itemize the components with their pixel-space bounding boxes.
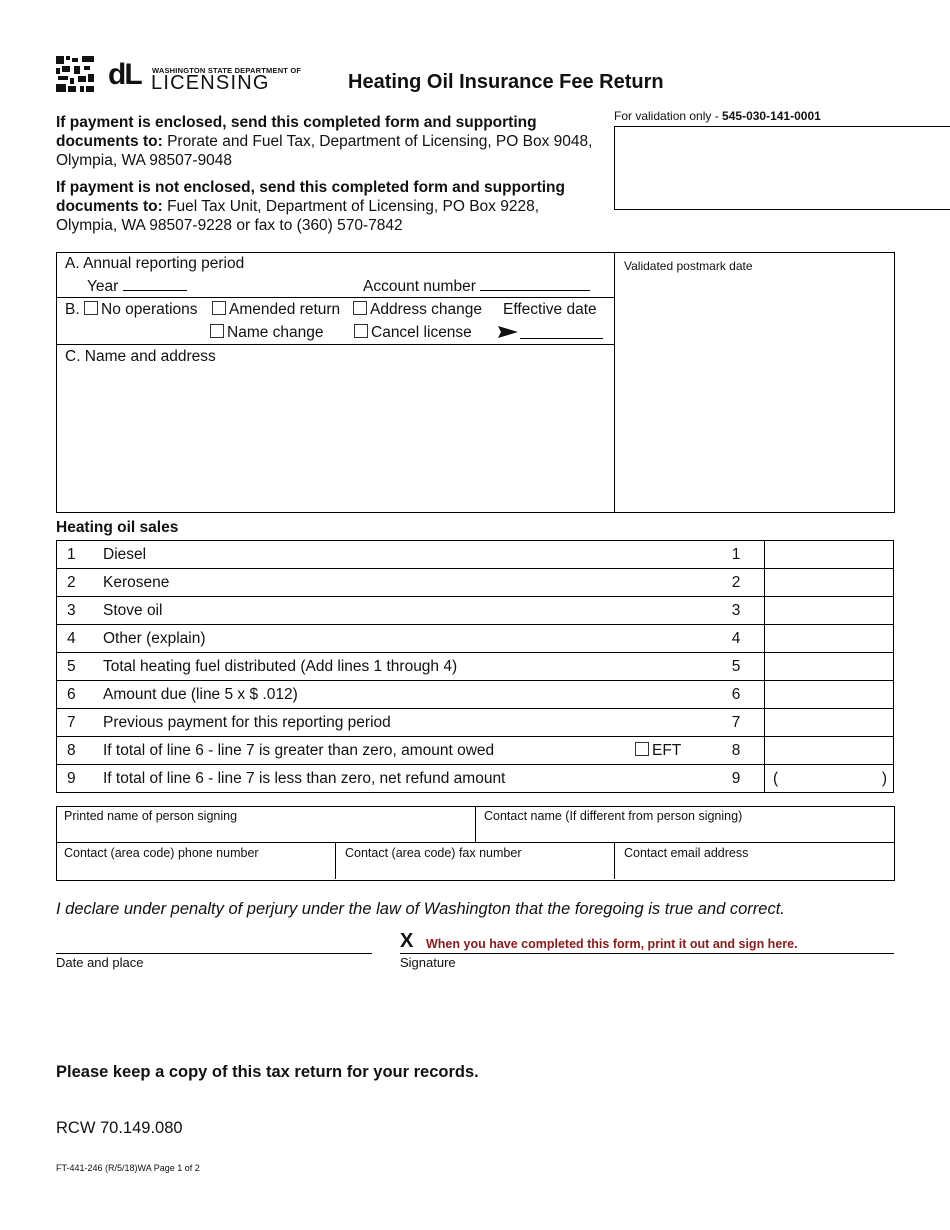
divider — [57, 297, 614, 298]
form-number: FT-441-246 (R/5/18)WA Page 1 of 2 — [56, 1163, 200, 1173]
eft-checkbox[interactable]: EFT — [635, 742, 681, 760]
phone-field[interactable]: Contact (area code) phone number — [64, 846, 259, 860]
line-ref-number: 1 — [716, 541, 765, 569]
line-description: Diesel — [103, 541, 716, 569]
sales-table — [56, 540, 894, 793]
dol-logo-icon: dL — [108, 58, 141, 91]
name-change-checkbox[interactable]: Name change — [210, 324, 324, 342]
amount-field-line-3[interactable] — [765, 597, 894, 625]
amount-field-line-8[interactable] — [765, 737, 894, 765]
address-change-checkbox[interactable]: Address change — [353, 301, 482, 319]
line-ref-number: 6 — [716, 681, 765, 709]
sales-row — [57, 653, 894, 681]
line-description: Previous payment for this reporting period — [103, 709, 716, 737]
sales-row — [57, 681, 894, 709]
sales-row — [57, 541, 894, 569]
section-b-prefix: B. — [65, 301, 80, 318]
sales-row — [57, 569, 894, 597]
instructions-enclosed: If payment is enclosed, send this completed form and supporting documents to: Prorate and Fuel Tax, Department of Licensing, PO Box 9048, Olympia, WA 98507-9048 — [56, 114, 593, 169]
line-number: 8 — [57, 737, 104, 765]
sales-heading: Heating oil sales — [56, 519, 179, 536]
line-number: 1 — [57, 541, 104, 569]
date-place-label: Date and place — [56, 955, 144, 970]
printed-name-field[interactable]: Printed name of person signing — [64, 809, 238, 823]
amount-field-line-5[interactable] — [765, 653, 894, 681]
section-a-label: A. Annual reporting period — [65, 255, 245, 272]
divider — [57, 842, 894, 843]
effective-date-label: Effective date — [503, 301, 597, 318]
line-ref-number: 5 — [716, 653, 765, 681]
amount-field-line-7[interactable] — [765, 709, 894, 737]
line-description: Other (explain) — [103, 625, 716, 653]
sales-row — [57, 625, 894, 653]
arrow-right-icon — [498, 326, 518, 338]
line-description: If total of line 6 - line 7 is greater than zero, amount owed EFT — [103, 737, 716, 765]
sales-row — [57, 737, 894, 765]
account-number-field[interactable]: Account number — [363, 278, 590, 296]
line-description: Stove oil — [103, 597, 716, 625]
section-c-label: C. Name and address — [65, 348, 216, 365]
line-ref-number: 3 — [716, 597, 765, 625]
divider — [57, 344, 614, 345]
amount-field-line-6[interactable] — [765, 681, 894, 709]
line-number: 3 — [57, 597, 104, 625]
amount-field-line-4[interactable] — [765, 625, 894, 653]
year-field[interactable]: Year — [87, 278, 187, 296]
line-number: 4 — [57, 625, 104, 653]
line-description: Amount due (line 5 x $ .012) — [103, 681, 716, 709]
line-ref-number: 8 — [716, 737, 765, 765]
line-number: 9 — [57, 765, 104, 793]
sales-row — [57, 709, 894, 737]
amount-field-line-1[interactable] — [765, 541, 894, 569]
line-ref-number: 9 — [716, 765, 765, 793]
divider — [475, 806, 476, 842]
divider — [614, 842, 615, 879]
barcode-image — [56, 56, 94, 92]
refund-open-paren: ( — [773, 770, 779, 787]
agency-top: WASHINGTON STATE DEPARTMENT OF — [152, 66, 302, 75]
line-description: If total of line 6 - line 7 is less than zero, net refund amount — [103, 765, 716, 793]
email-field[interactable]: Contact email address — [624, 846, 749, 860]
line-ref-number: 2 — [716, 569, 765, 597]
postmark-label: Validated postmark date — [624, 259, 753, 273]
amount-field-line-2[interactable] — [765, 569, 894, 597]
line-description: Total heating fuel distributed (Add lines 1 through 4) — [103, 653, 716, 681]
refund-close-paren: ) — [881, 770, 887, 787]
amended-return-checkbox[interactable]: Amended return — [212, 301, 340, 319]
cancel-license-checkbox[interactable]: Cancel license — [354, 324, 472, 342]
line-description: Kerosene — [103, 569, 716, 597]
line-ref-number: 4 — [716, 625, 765, 653]
form-title: Heating Oil Insurance Fee Return — [348, 71, 664, 93]
signature-x-mark: X — [400, 930, 414, 952]
sales-row — [57, 597, 894, 625]
effective-date-field[interactable] — [520, 338, 603, 339]
declaration-text: I declare under penalty of perjury under the law of Washington that the foregoing is true and correct. — [56, 900, 785, 918]
signature-field[interactable] — [400, 953, 894, 954]
line-number: 5 — [57, 653, 104, 681]
signature-label: Signature — [400, 955, 456, 970]
line-number: 6 — [57, 681, 104, 709]
fax-field[interactable]: Contact (area code) fax number — [345, 846, 522, 860]
line-ref-number: 7 — [716, 709, 765, 737]
date-place-field[interactable] — [56, 953, 372, 954]
line-number: 2 — [57, 569, 104, 597]
line-number: 7 — [57, 709, 104, 737]
divider — [335, 842, 336, 879]
agency-name: LICENSING — [151, 72, 270, 94]
validation-label: For validation only - 545-030-141-0001 — [614, 109, 821, 123]
sales-row — [57, 765, 894, 793]
rcw-reference: RCW 70.149.080 — [56, 1119, 183, 1137]
divider — [614, 252, 615, 512]
instructions-not-enclosed: If payment is not enclosed, send this completed form and supporting documents to: Fuel Tax Unit, Department of Licensing, PO Box 9228, Olympia, WA 98507-9228 or fax to (360) 570-7842 — [56, 179, 565, 234]
keep-copy-note: Please keep a copy of this tax return for your records. — [56, 1063, 479, 1081]
no-operations-checkbox[interactable]: No operations — [84, 301, 198, 319]
validation-box — [614, 126, 950, 210]
amount-field-line-9[interactable] — [765, 765, 894, 793]
sign-note: When you have completed this form, print it out and sign here. — [426, 937, 798, 951]
contact-name-field[interactable]: Contact name (If different from person signing) — [484, 809, 743, 823]
